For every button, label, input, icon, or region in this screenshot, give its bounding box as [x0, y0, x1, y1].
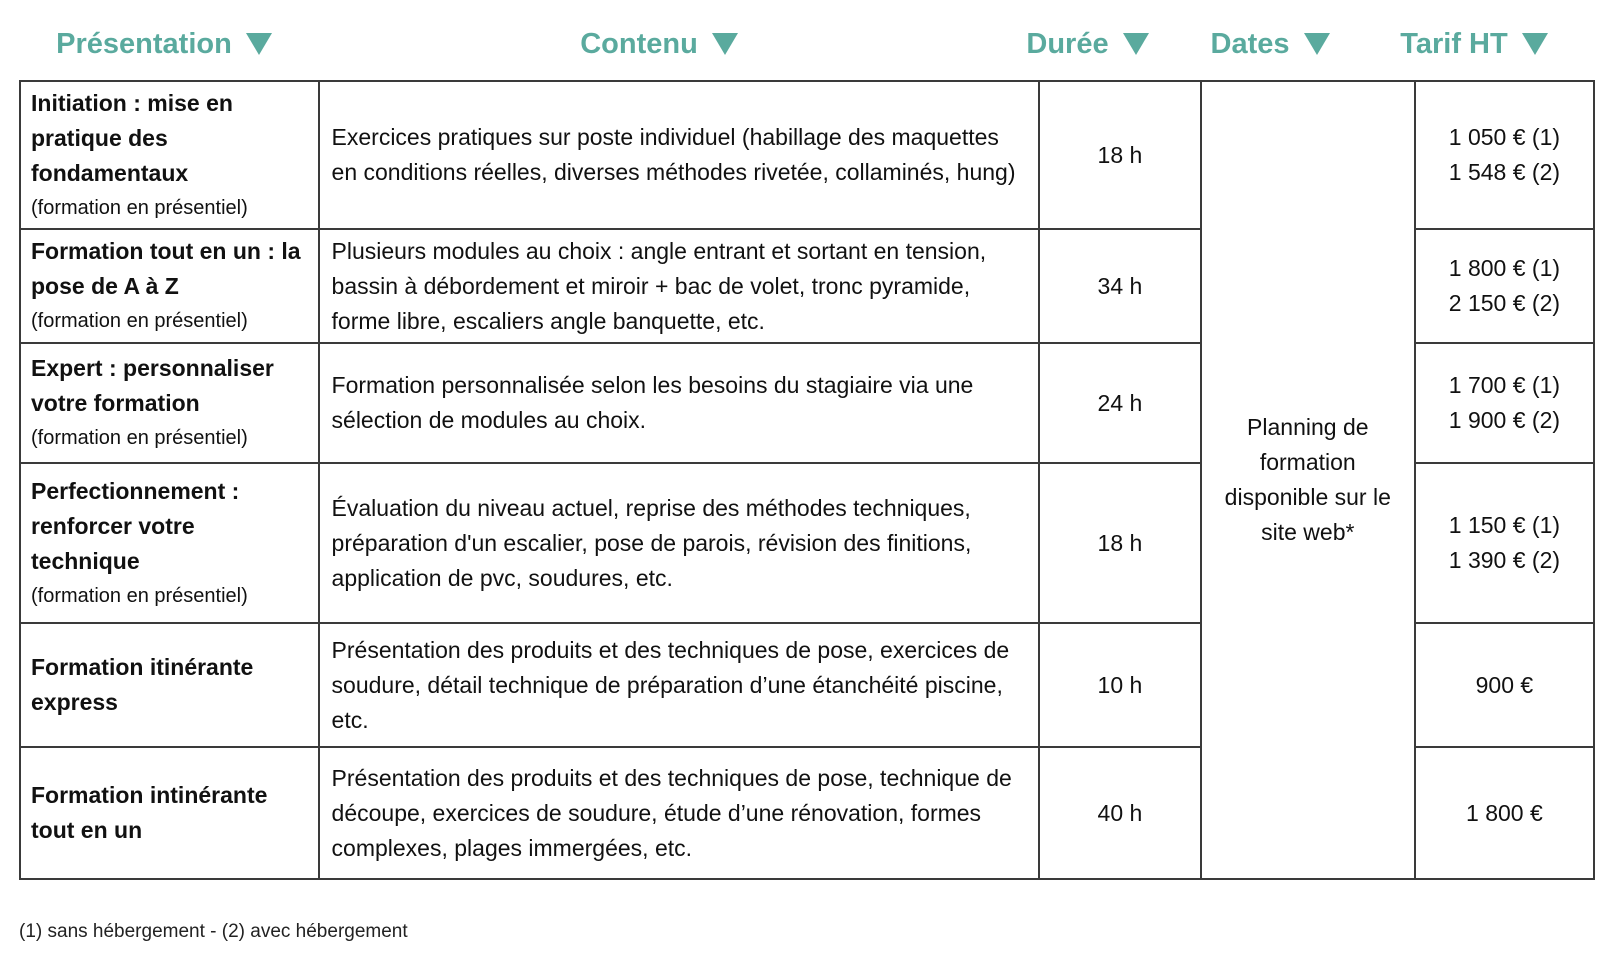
- price-1: 1 800 € (1): [1448, 255, 1561, 281]
- presentation-cell: [20, 463, 319, 623]
- sort-down-icon: [1304, 33, 1330, 55]
- price-1: 1 150 € (1): [1448, 512, 1561, 538]
- header-tarif[interactable]: [1374, 22, 1574, 66]
- sort-down-icon: [712, 33, 738, 55]
- header-duree[interactable]: [1009, 22, 1166, 66]
- tarif-cell: [1415, 747, 1594, 879]
- header-label: Dates: [1210, 27, 1290, 60]
- content-cell: Présentation des produits et des techniques de pose, technique de découpe, exercices de soudure, étude d’une rénovation, formes complexes, plages immergées, etc.: [319, 747, 1040, 879]
- presentation-cell: [20, 623, 319, 747]
- row-title: Formation tout en un : la pose de A à Z: [31, 238, 301, 299]
- header-dates[interactable]: [1166, 22, 1374, 66]
- header-label: Durée: [1026, 27, 1109, 60]
- duration-cell: 34 h: [1039, 229, 1201, 343]
- content-cell: Évaluation du niveau actuel, reprise des méthodes techniques, préparation d'un escalier, pose de parois, révision des finitions, application de pvc, soudures, etc.: [319, 463, 1040, 623]
- row-title: Formation intinérante tout en un: [31, 782, 268, 843]
- header-contenu[interactable]: [309, 22, 1009, 66]
- footnote: (1) sans hébergement - (2) avec hébergement: [19, 921, 408, 942]
- price-2: 2 150 € (2): [1448, 290, 1561, 316]
- training-table: [19, 80, 1595, 880]
- content-cell: Présentation des produits et des techniques de pose, exercices de soudure, détail technique de préparation d’une étanchéité piscine, etc.: [319, 623, 1040, 747]
- tarif-cell: [1415, 343, 1594, 463]
- sort-down-icon: [246, 33, 272, 55]
- content-cell: Plusieurs modules au choix : angle entrant et sortant en tension, bassin à débordement et miroir + bac de volet, tronc pyramide, forme libre, escaliers angle banquette, etc.: [319, 229, 1040, 343]
- presentation-cell: [20, 229, 319, 343]
- presentation-cell: [20, 747, 319, 879]
- duration-cell: 18 h: [1039, 463, 1201, 623]
- row-subtitle: (formation en présentiel): [31, 427, 248, 449]
- tarif-cell: [1415, 623, 1594, 747]
- tarif-cell: [1415, 81, 1594, 229]
- duration-cell: 40 h: [1039, 747, 1201, 879]
- price-2: 1 548 € (2): [1448, 159, 1561, 185]
- price-1: 1 700 € (1): [1448, 372, 1561, 398]
- row-title: Initiation : mise en pratique des fondamentaux: [31, 89, 233, 186]
- tarif-cell: [1415, 463, 1594, 623]
- dates-cell: [1201, 81, 1415, 879]
- content-cell: Exercices pratiques sur poste individuel (habillage des maquettes en conditions réelles, diverses méthodes rivetée, collaminés, hung): [319, 81, 1040, 229]
- sort-down-icon: [1123, 33, 1149, 55]
- content-cell: Formation personnalisée selon les besoins du stagiaire via une sélection de modules au choix.: [319, 343, 1040, 463]
- price-1: 1 800 €: [1466, 799, 1543, 826]
- duration-cell: 24 h: [1039, 343, 1201, 463]
- duration-cell: 18 h: [1039, 81, 1201, 229]
- price-1: 900 €: [1475, 671, 1534, 698]
- price-1: 1 050 € (1): [1448, 124, 1561, 150]
- header-label: Tarif HT: [1400, 27, 1508, 60]
- row-subtitle: (formation en présentiel): [31, 310, 248, 332]
- row-title: Expert : personnaliser votre formation: [31, 355, 274, 416]
- tarif-cell: [1415, 229, 1594, 343]
- price-2: 1 900 € (2): [1448, 407, 1561, 433]
- duration-cell: 10 h: [1039, 623, 1201, 747]
- presentation-cell: [20, 81, 319, 229]
- header-presentation[interactable]: [19, 22, 309, 66]
- sort-down-icon: [1522, 33, 1548, 55]
- presentation-cell: [20, 343, 319, 463]
- row-subtitle: (formation en présentiel): [31, 584, 248, 607]
- price-2: 1 390 € (2): [1448, 547, 1561, 573]
- header-label: Présentation: [56, 27, 232, 60]
- row-title: Formation itinérante express: [31, 654, 254, 715]
- header-label: Contenu: [580, 27, 698, 60]
- table-header-row: [19, 22, 1595, 66]
- row-subtitle: (formation en présentiel): [31, 196, 248, 219]
- table-row: [20, 81, 1594, 229]
- dates-text: Planning de formation disponible sur le site web*: [1224, 414, 1391, 545]
- row-title: Perfectionnement : renforcer votre technique: [31, 477, 240, 574]
